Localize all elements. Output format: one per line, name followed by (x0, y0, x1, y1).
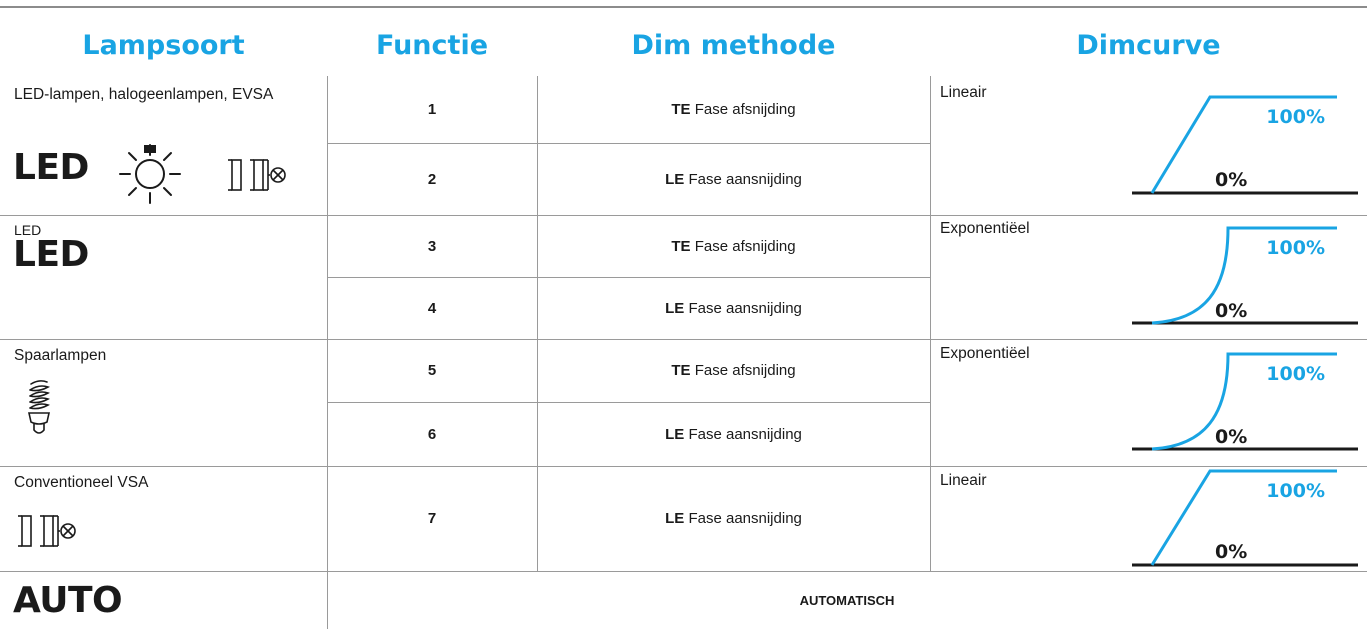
curve-top-label: 100% (1266, 480, 1325, 502)
cfl-bulb-icon (24, 378, 54, 440)
method-code: LE (665, 425, 685, 443)
header-functie: Functie (375, 29, 489, 61)
curve-type-label: Lineair (940, 472, 987, 489)
curve-type-label: Exponentiëel (940, 220, 1030, 237)
header-dimcurve: Dimcurve (1076, 29, 1221, 61)
function-number: 6 (427, 425, 437, 443)
dim-method (537, 76, 930, 143)
curve-top-label: 100% (1266, 106, 1325, 128)
function-number: 3 (427, 237, 437, 255)
dim-method (537, 277, 930, 339)
method-text: Fase aansnijding (684, 299, 802, 317)
exponential-curve-chart (1130, 345, 1360, 457)
method-text: Fase aansnijding (684, 510, 802, 527)
method-text: Fase afsnijding (690, 101, 796, 118)
header-dim-methode: Dim methode (631, 29, 836, 61)
method-code: TE (671, 237, 691, 255)
method-code: LE (665, 299, 685, 317)
transformer-icon (16, 508, 88, 554)
method-text: Fase afsnijding (690, 237, 796, 255)
curve-bottom-label: 0% (1215, 426, 1248, 448)
curve-top-label: 100% (1266, 363, 1325, 385)
linear-curve-chart (1130, 88, 1360, 200)
linear-curve-chart (1130, 464, 1360, 570)
transformer-icon (226, 152, 298, 198)
dim-method (537, 466, 930, 571)
dim-method (537, 143, 930, 215)
top-rule (0, 6, 1367, 8)
dim-method (537, 215, 930, 277)
curve-bottom-label: 0% (1215, 541, 1248, 563)
lamp-big-label: LED (13, 147, 89, 188)
function-number: 4 (427, 299, 437, 317)
function-number: 1 (427, 101, 437, 118)
lamp-label: LED-lampen, halogeenlampen, EVSA (14, 86, 274, 103)
method-code: LE (665, 510, 685, 527)
curve-top-label: 100% (1266, 237, 1325, 259)
method-text: Fase afsnijding (690, 362, 796, 379)
auto-big-label: AUTO (13, 580, 123, 621)
dim-method (537, 339, 930, 402)
method-text: Fase aansnijding (684, 425, 802, 443)
lamp-big-label: LED (13, 234, 89, 275)
curve-bottom-label: 0% (1215, 169, 1248, 191)
function-number: 7 (427, 510, 437, 527)
method-code: TE (671, 101, 691, 118)
lamp-label: LED (14, 222, 42, 238)
function-number: 5 (427, 362, 437, 379)
header-lampsoort: Lampsoort (82, 29, 245, 61)
grid-vline (930, 76, 931, 571)
lamp-label: Spaarlampen (14, 347, 107, 364)
function-number: 2 (427, 170, 437, 188)
curve-type-label: Exponentiëel (940, 345, 1030, 362)
method-code: TE (671, 362, 691, 379)
method-text: Fase aansnijding (684, 170, 802, 188)
auto-description (327, 571, 1367, 629)
method-code: LE (665, 170, 685, 188)
sun-bulb-icon (116, 141, 184, 207)
auto-text: AUTOMATISCH (799, 592, 895, 608)
lamp-label: Conventioneel VSA (14, 474, 149, 491)
curve-bottom-label: 0% (1215, 300, 1248, 322)
curve-type-label: Lineair (940, 84, 987, 101)
exponential-curve-chart (1130, 220, 1360, 330)
dim-method (537, 402, 930, 466)
